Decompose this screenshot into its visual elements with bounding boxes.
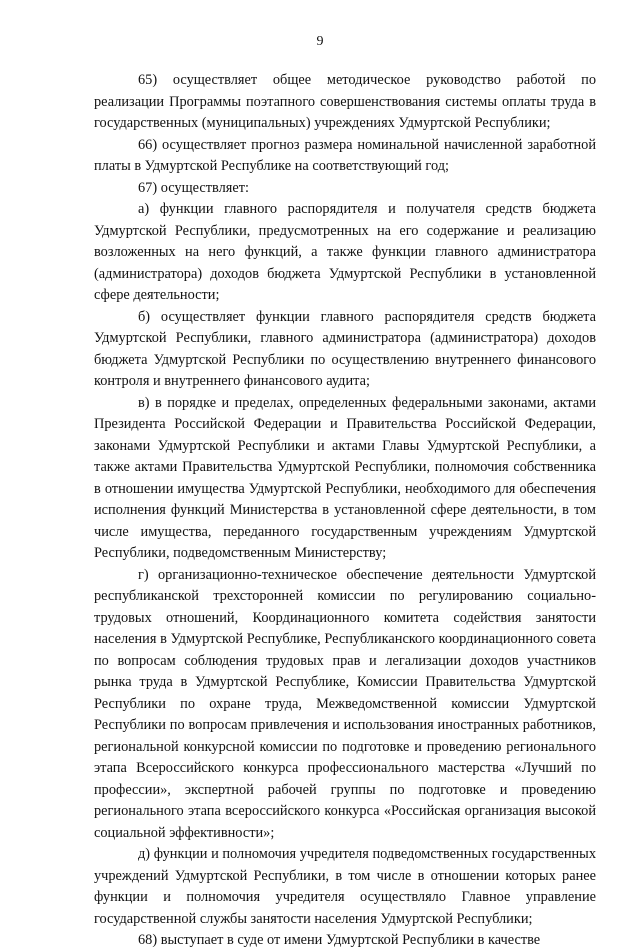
paragraph-item-65: 65) осуществляет общее методическое руководство работой по реализации Программы поэтапного совершенствования системы оплаты труда в государственных (муниципальных) учреждениях Удмуртской Республики;: [94, 72, 596, 131]
paragraph-item-67: 67) осуществляет:: [138, 179, 249, 196]
paragraph-subitem-d: д) функции и полномочия учредителя подведомственных государственных учреждений Удмуртской Республики, в том числе в отношении которых ранее функции и полномочия учредителя осуществляло Главное управление государственной службы занятости населения Удмуртской Республики;: [94, 846, 596, 927]
paragraph-subitem-b: б) осуществляет функции главного распорядителя средств бюджета Удмуртской Республики, главного администратора (администратора) доходов бюджета Удмуртской Республики по осуществлению внутреннего финансового контроля и внутреннего финансового аудита;: [94, 308, 596, 389]
paragraph-subitem-g: г) организационно-техническое обеспечение деятельности Удмуртской республиканской трехсторонней комиссии по регулированию социально-трудовых отношений, Координационного комитета содействия занятости населения в Удмуртской Республике, Республиканского координационного совета по вопросам соблюдения трудовых прав и легализации доходов участников рынка труда в Удмуртской Республике, Комиссии Правительства Удмуртской Республики по охране труда, Межведомственной комиссии Удмуртской Республики по вопросам привлечения и использования иностранных работников, региональной конкурсной комиссии по подготовке и проведению регионального этапа Всероссийского конкурса профессионального мастерства «Лучший по профессии», экспертной рабочей группы по подготовке и проведению регионального этапа всероссийского конкурса «Российская организация высокой социальной эффективности»;: [94, 566, 596, 841]
document-body: [94, 70, 596, 952]
paragraph-item-68: 68) выступает в суде от имени Удмуртской Республики в качестве: [138, 932, 541, 948]
page-number: 9: [316, 34, 324, 49]
paragraph-subitem-v: в) в порядке и пределах, определенных федеральными законами, актами Президента Российской Федерации и Правительства Российской Федерации, законами Удмуртской Республики и актами Главы Удмуртской Республики, а также актами Правительства Удмуртской Республики, полномочия собственника в отношении имущества Удмуртской Республики, необходимого для обеспечения исполнения функций Министерства в установленной сфере деятельности, в том числе имущества, переданного государственным учреждениям Удмуртской Республики, подведомственным Министерству;: [94, 394, 596, 561]
paragraph-subitem-a: а) функции главного распорядителя и получателя средств бюджета Удмуртской Республики, предусмотренных на его содержание и реализацию возложенных на него функций, а также функции главного администратора (администратора) доходов бюджета Удмуртской Республики в установленной сфере деятельности;: [94, 201, 596, 303]
paragraph-item-66: 66) осуществляет прогноз размера номинальной начисленной заработной платы в Удмуртской Республике на соответствующий год;: [94, 136, 596, 174]
